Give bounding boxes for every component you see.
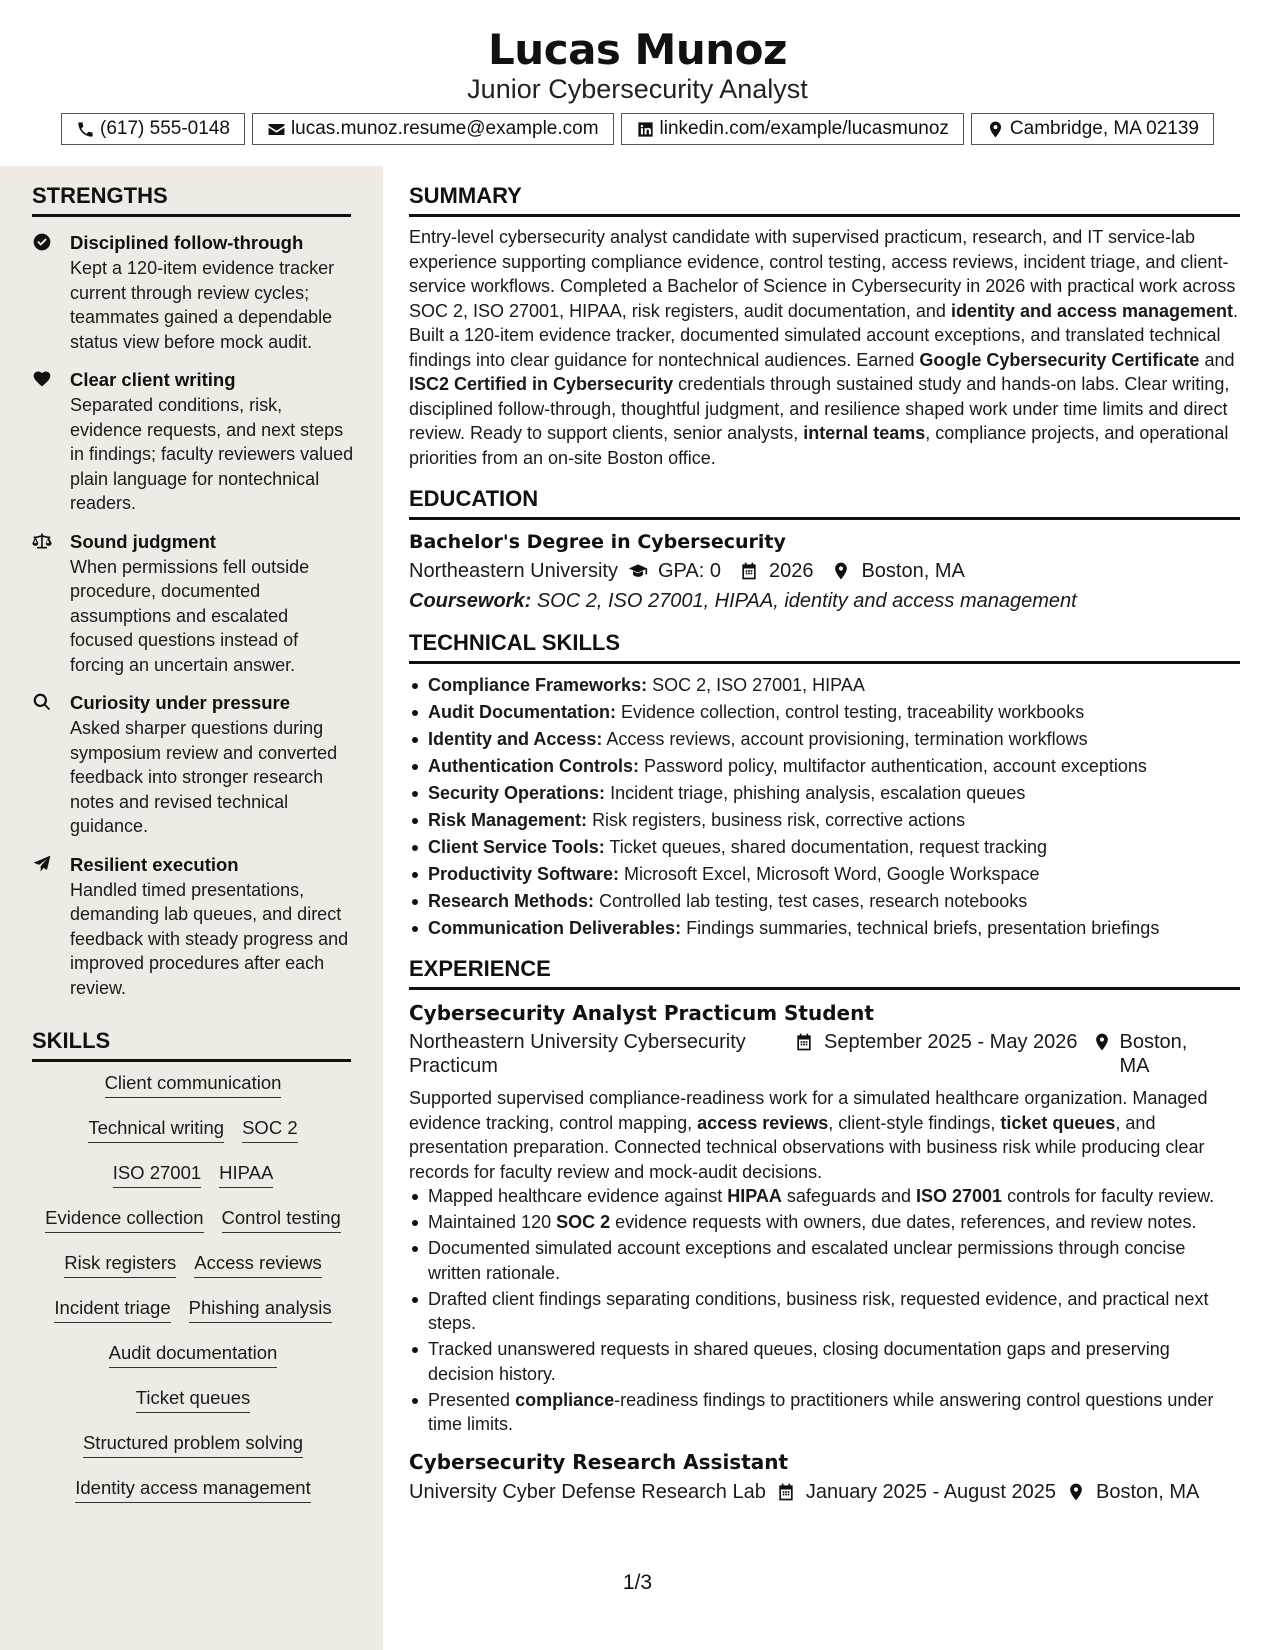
contact-email-text: lucas.munoz.resume@example.com [290,118,599,139]
bullet-segment: Drafted client findings separating conditions, business risk, requested evidence, and practical next steps. [428,1288,1209,1333]
location-icon [831,561,851,581]
scale-icon [32,531,52,551]
education-degree: Bachelor's Degree in Cybersecurity [409,531,786,553]
calendar-icon [776,1482,796,1502]
list-item [409,699,1240,726]
location-icon [1066,1482,1086,1502]
list-item [409,1388,1240,1437]
skill-values: Findings summaries, technical briefs, presentation briefings [686,918,1160,938]
summary-segment: . Built a 120-item evidence tracker, documented simulated account exceptions, and translated technical findings into clear guidance for nontechnical audiences. Earned [409,300,1239,370]
list-item [409,834,1240,861]
strength-description: Handled timed presentations, demanding lab queues, and direct feedback with steady progress and improved procedures after each review. [70,879,349,998]
bullet-segment: Presented [428,1389,516,1410]
job-dates: January 2025 - August 2025 [805,1480,1057,1503]
education-location: Boston, MA [861,560,965,582]
list-item [409,1337,1240,1386]
bullet-segment: Tracked unanswered requests in shared queues, closing documentation gaps and preserving decision history. [428,1339,1170,1384]
skill-category: Productivity Software: [428,864,620,884]
summary-segment: Google Cybersecurity Certificate [919,349,1200,370]
summary-segment: ISC2 Certified in Cybersecurity [409,374,674,394]
strengths-list [32,230,354,1013]
skill-values: Incident triage, phishing analysis, escalation queues [610,783,1026,803]
contact-location-text: Cambridge, MA 02139 [1009,118,1199,139]
search-icon [32,692,52,712]
experience-heading: EXPERIENCE [409,956,1240,990]
main-column [409,166,1240,1507]
skill-category: Communication Deliverables: [428,918,682,938]
skill-tag: Evidence collection [45,1205,203,1233]
list-item [409,726,1240,753]
job-desc-segment: access reviews [697,1112,829,1133]
skill-category: Compliance Frameworks: [428,675,648,695]
education-meta [409,556,1240,586]
candidate-name: Lucas Munoz [488,25,787,74]
job-organization: University Cyber Defense Research Lab [409,1480,766,1503]
envelope-icon [267,120,286,139]
job-description [409,1086,1240,1184]
skill-tag: Risk registers [64,1250,176,1278]
strength-item [32,690,354,839]
strength-item [32,852,354,1001]
list-item [409,1236,1240,1285]
strengths-heading: STRENGTHS [32,183,351,217]
summary-segment: identity and access management [950,300,1234,321]
skill-tag: Identity access management [75,1475,311,1503]
contact-linkedin [621,113,964,145]
skill-tag: SOC 2 [242,1115,298,1143]
job-bullets [409,1184,1240,1437]
job-location: Boston, MA [1096,1480,1200,1503]
skill-values: Controlled lab testing, test cases, research notebooks [599,891,1028,911]
bullet-segment: HIPAA [727,1186,782,1206]
skill-values: Ticket queues, shared documentation, request tracking [609,837,1047,857]
coursework-text: SOC 2, ISO 27001, HIPAA, identity and access management [536,590,1077,612]
list-item [409,861,1240,888]
bullet-segment: ISO 27001 [916,1186,1003,1206]
technical-skills-heading: TECHNICAL SKILLS [409,630,1240,664]
job-meta [409,1477,1240,1507]
paper-plane-icon [32,854,52,874]
summary-text [409,225,1240,470]
contact-email [252,113,614,145]
job-meta [409,1030,1240,1078]
summary-heading: SUMMARY [409,183,1240,217]
calendar-icon [794,1032,814,1052]
summary-segment: and [1199,349,1235,370]
skill-tag: Access reviews [194,1250,321,1278]
skill-values: Evidence collection, control testing, traceability workbooks [621,702,1085,722]
list-item [409,672,1240,699]
skills-heading: SKILLS [32,1028,351,1062]
list-item [409,1184,1240,1209]
bullet-segment: compliance [515,1389,615,1410]
list-item [409,1287,1240,1336]
strength-item [32,230,354,354]
education-year: 2026 [768,560,814,582]
job-title: Cybersecurity Analyst Practicum Student [409,1001,874,1025]
graduation-cap-icon [628,561,648,581]
list-item [409,807,1240,834]
job-dates: September 2025 - May 2026 [824,1031,1078,1053]
skill-values: Microsoft Excel, Microsoft Word, Google Workspace [624,864,1040,884]
strength-title: Sound judgment [70,530,216,552]
education-heading: EDUCATION [409,486,1240,520]
skill-category: Client Service Tools: [428,837,605,857]
linkedin-icon [636,120,655,139]
strength-item [32,529,354,678]
skill-category: Research Methods: [428,891,595,911]
coursework-label: Coursework: [409,590,532,612]
strength-title: Clear client writing [70,369,236,390]
strength-description: When permissions fell outside procedure, documented assumptions and escalated focused questions instead of forcing an uncertain answer. [70,556,310,675]
phone-icon [76,120,95,139]
skill-values: Password policy, multifactor authentication, account exceptions [644,756,1147,776]
job-desc-segment: , and presentation preparation. Connected technical observations with business risk while producing clear records for faculty review and mock-audit decisions. [409,1112,1205,1182]
contact-phone [61,113,245,145]
contact-location [971,113,1214,145]
skill-tag: Structured problem solving [83,1430,303,1458]
strength-description: Separated conditions, risk, evidence requests, and next steps in findings; faculty reviewers valued plain language for nontechnical readers. [70,395,354,513]
contact-linkedin-text: linkedin.com/example/lucasmunoz [659,118,949,139]
strength-description: Kept a 120-item evidence tracker current through review cycles; teammates gained a dependable status view before mock audit. [70,258,335,352]
job-desc-segment: Supported supervised compliance-readiness work for a simulated healthcare organization. Managed evidence tracking, control mapping, [409,1088,1208,1133]
education-school: Northeastern University [409,560,618,582]
list-item [409,753,1240,780]
skill-values: Risk registers, business risk, corrective actions [592,810,966,830]
skill-tag: Control testing [222,1205,341,1233]
job-desc-segment: , client-style findings, [828,1112,1001,1133]
summary-segment: internal teams [803,423,926,443]
skill-tag: Incident triage [54,1295,170,1323]
skill-tag: Phishing analysis [189,1295,332,1323]
skill-category: Security Operations: [428,783,606,803]
skill-values: SOC 2, ISO 27001, HIPAA [652,675,865,695]
skill-tag: Technical writing [88,1115,224,1143]
heart-icon [32,369,52,389]
calendar-icon [739,561,759,581]
location-icon [986,120,1005,139]
summary-segment: Entry-level cybersecurity analyst candidate with supervised practicum, research, and IT service-lab experience supporting compliance evidence, control testing, access reviews, incident triage, and client-service workflows. Completed a Bachelor of Science in Cybersecurity in 2026 with practical work across SOC 2, ISO 27001, HIPAA, risk registers, audit documentation, and [409,227,1236,321]
skill-category: Authentication Controls: [428,756,639,776]
list-item [409,915,1240,942]
summary-segment: credentials through sustained study and hands-on labs. Clear writing, disciplined follow-through, thoughtful judgment, and resilience shaped work under time limits and direct review. Ready to support clients, senior analysts, [409,374,1230,443]
strength-title: Resilient execution [70,853,239,875]
bullet-segment: evidence requests with owners, due dates, references, and review notes. [610,1212,1197,1232]
contact-phone-text: (617) 555-0148 [100,118,230,139]
bullet-segment: safeguards and [781,1186,916,1206]
bullet-segment: -readiness findings to practitioners while answering control questions under time limits. [428,1389,1214,1434]
skill-category: Audit Documentation: [428,702,616,722]
list-item [409,888,1240,915]
location-icon [1092,1032,1112,1052]
bullet-segment: Maintained 120 [428,1212,557,1232]
job-organization: Northeastern University Cybersecurity Practicum [409,1031,746,1077]
strength-title: Disciplined follow-through [70,232,304,253]
strength-item [32,367,354,516]
contact-bar [0,113,1275,145]
list-item [409,1210,1240,1235]
skill-tag: Client communication [105,1070,282,1098]
candidate-title: Junior Cybersecurity Analyst [467,74,808,104]
job-desc-segment: ticket queues [1000,1112,1116,1133]
resume-header [0,0,1275,166]
skills-tags [32,1070,354,1520]
page-number: 1/3 [622,1571,653,1594]
summary-segment: , compliance projects, and operational priorities from an on-site Boston office. [409,423,1229,468]
sidebar [0,166,383,1650]
bullet-segment: SOC 2 [556,1212,611,1232]
technical-skills-list [409,672,1240,942]
check-circle-icon [32,232,52,252]
skill-values: Access reviews, account provisioning, termination workflows [606,729,1088,749]
skill-tag: HIPAA [219,1160,273,1188]
strength-title: Curiosity under pressure [70,692,291,713]
skill-tag: ISO 27001 [113,1160,201,1188]
job-location: Boston, MA [1119,1031,1188,1077]
bullet-segment: Mapped healthcare evidence against [428,1186,728,1206]
education-coursework [409,586,1240,616]
job-title: Cybersecurity Research Assistant [409,1449,789,1474]
bullet-segment: Documented simulated account exceptions and escalated unclear permissions through concise written rationale. [428,1238,1186,1283]
education-gpa: GPA: 0 [657,560,721,582]
skill-tag: Audit documentation [109,1340,278,1368]
skill-tag: Ticket queues [136,1385,251,1413]
skill-category: Identity and Access: [428,729,603,749]
bullet-segment: controls for faculty review. [1002,1186,1215,1206]
list-item [409,780,1240,807]
skill-category: Risk Management: [428,810,588,830]
strength-description: Asked sharper questions during symposium review and converted feedback into stronger research notes and revised technical guidance. [70,718,338,836]
